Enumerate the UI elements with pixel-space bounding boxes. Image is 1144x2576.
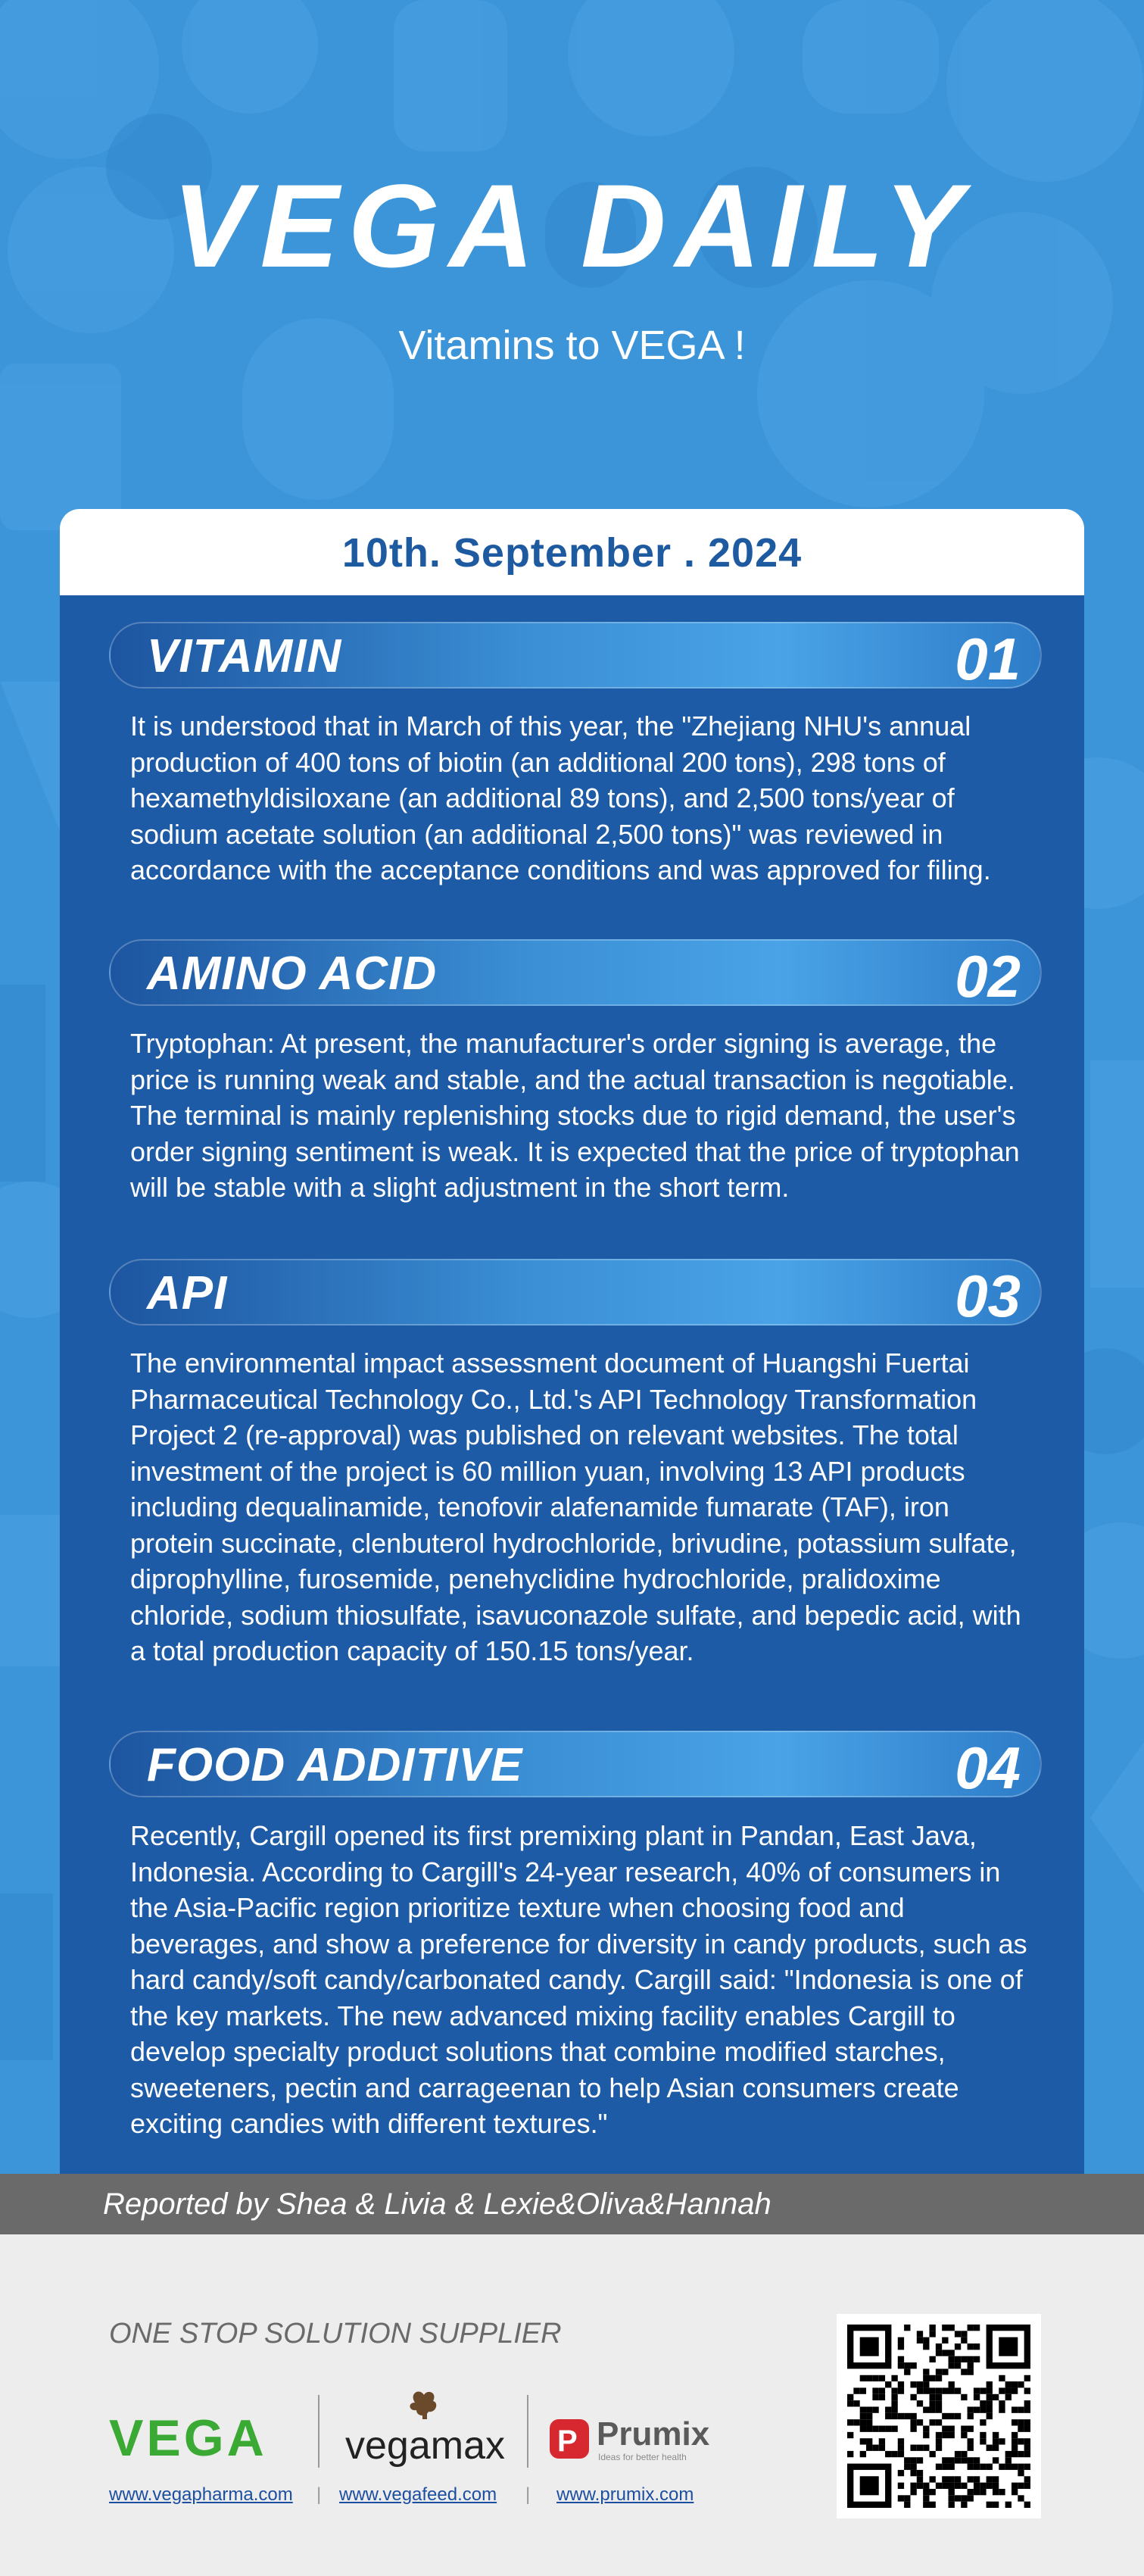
section-header-food-additive <box>109 1731 1042 1801</box>
vega-logo-text: VEGA <box>109 2409 267 2467</box>
prumix-logo-icon <box>548 2403 730 2471</box>
prumix-logo-tagline: Ideas for better health <box>598 2452 687 2462</box>
section-number: 01 <box>955 626 1021 692</box>
link-vegapharma[interactable]: www.vegapharma.com <box>109 2484 293 2505</box>
section-body-api: The environmental impact assessment document of Huangshi Fuertai Pharmaceutical Technology Co., Ltd.'s API Technology Transformation Project 2 (re-approval) was published on relevant websites. The total investment of the project is 60 million yuan, involving 13 API products including dequalinamide, tenofovir alafenamide fumarate (TAF), iron protein succinate, clenbuterol hydrochloride, brivudine, potassium sulfate, diprophylline, furosemide, penehyclidine hydrochloride, pralidoxime chloride, sodium thiosulfate, isavuconazole sulfate, and bepedic acid, with a total production capacity of 150.15 tons/year. <box>130 1347 1021 1666</box>
section-title: FOOD ADDITIVE <box>147 1739 523 1791</box>
link-vegafeed[interactable]: www.vegafeed.com <box>339 2484 497 2505</box>
footer-tagline: ONE STOP SOLUTION SUPPLIER <box>109 2318 562 2350</box>
vegamax-logo-text: vegamax <box>345 2424 505 2468</box>
section-header-api <box>109 1259 1042 1329</box>
link-separator: | <box>525 2484 531 2505</box>
section-header-amino-acid <box>109 939 1042 1010</box>
section-body-vitamin: It is understood that in March of this year, the "Zhejiang NHU's annual production of 400 tons of biotin (an additional 200 tons), 298 tons of hexamethyldisiloxane (an additional 89 tons), and 2,500 tons/year of sodium acetate solution (an additional 2,500 tons)" was reviewed in accordance with the acceptance conditions and was approved for filing. <box>130 710 991 885</box>
reporter-credit: Reported by Shea & Livia & Lexie&Oliva&Hannah <box>103 2187 771 2221</box>
section-body-amino-acid: Tryptophan: At present, the manufacturer's order signing is average, the price is running weak and stable, and the actual transaction is negotiable. The terminal is mainly replenishing stocks due to rigid demand, the user's order signing sentiment is weak. It is expected that the price of tryptophan will be stable with a slight adjustment in the short term. <box>130 1028 1020 1203</box>
section-number: 04 <box>955 1735 1021 1801</box>
date-banner <box>60 509 1084 597</box>
link-prumix[interactable]: www.prumix.com <box>556 2484 694 2505</box>
prumix-logo-text: Prumix <box>597 2415 710 2453</box>
vega-logo-icon <box>109 2403 295 2471</box>
page-title: VEGA DAILY <box>172 161 972 292</box>
section-number: 03 <box>955 1263 1021 1329</box>
section-title: VITAMIN <box>147 630 342 682</box>
svg-text:P: P <box>557 2425 578 2458</box>
page-subtitle: Vitamins to VEGA ! <box>398 323 746 368</box>
logo-divider <box>527 2395 528 2468</box>
section-header-vitamin <box>109 622 1042 692</box>
vegamax-logo-icon <box>341 2386 515 2477</box>
logo-divider <box>318 2395 320 2468</box>
section-title: AMINO ACID <box>147 948 438 1000</box>
footer <box>0 2234 1144 2576</box>
section-number: 02 <box>955 943 1021 1010</box>
link-separator: | <box>316 2484 322 2505</box>
section-title: API <box>147 1267 228 1319</box>
section-body-food-additive: Recently, Cargill opened its first premixing plant in Pandan, East Java, Indonesia. According to Cargill's 24-year research, 40% of consumers in the Asia-Pacific region prioritize texture when choosing food and beverages, and show a preference for diversity in candy products, such as hard candy/soft candy/carbonated candy. Cargill said: "Indonesia is one of the key markets. The new advanced mixing facility enables Cargill to develop specialty product solutions that combine modified starches, sweeteners, pectin and carrageenan to help Asian consumers create exciting candies with different textures." <box>130 1820 1027 2139</box>
qr-code <box>837 2314 1041 2518</box>
date-label: 10th. September . 2024 <box>341 530 803 576</box>
qr-code-icon <box>847 2325 1030 2508</box>
reporter-strip <box>0 2174 1144 2234</box>
